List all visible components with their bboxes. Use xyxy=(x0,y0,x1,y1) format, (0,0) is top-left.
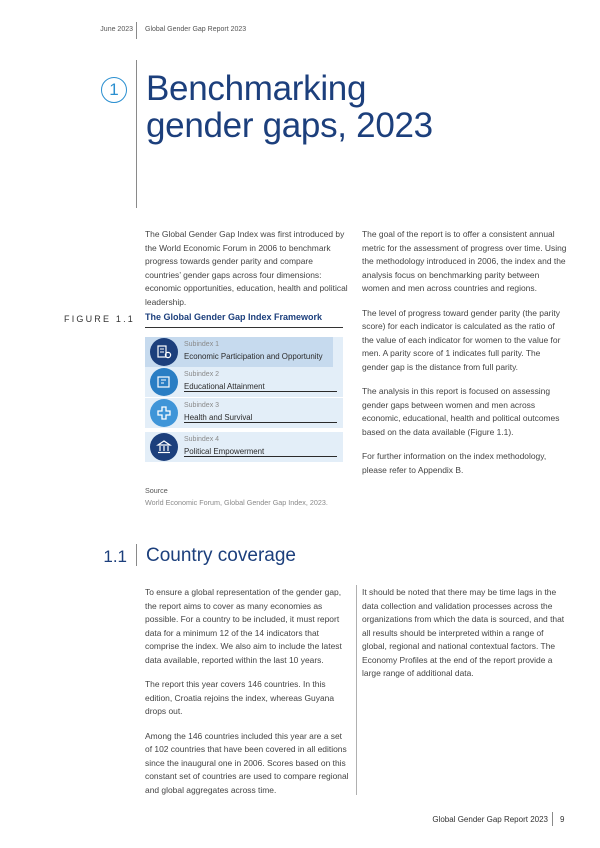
figure-title: The Global Gender Gap Index Framework xyxy=(145,312,323,322)
section-paragraph: The report this year covers 146 countries. In this edition, Croatia rejoins the index, whereas Guyana drops out. xyxy=(145,679,335,716)
intro-paragraph: The analysis in this report is focused on assessing gender gaps between women and men across economic, educational, health and political outcomes based on the data available (Figure 1.1). xyxy=(362,386,560,437)
figure-rule xyxy=(145,327,343,328)
section-divider xyxy=(136,544,137,566)
intro-paragraph: The goal of the report is to offer a consistent annual metric for the assessment of progress over time. Using the methodology introduced in 2006, the index and the analysis focus on benchmarking parity between women and men across countries and regions. xyxy=(362,229,567,293)
subindex-rule xyxy=(184,422,337,423)
chapter-number-badge xyxy=(101,77,127,103)
section-left-column xyxy=(145,586,351,808)
column-divider xyxy=(356,585,357,795)
chapter-title-line-2: gender gaps, 2023 xyxy=(146,106,433,145)
subindex-row-4 xyxy=(145,432,343,462)
header-report-title: Global Gender Gap Report 2023 xyxy=(145,26,247,33)
subindex-number: Subindex 2 xyxy=(184,371,220,378)
education-icon xyxy=(150,368,178,396)
footer-report-title: Global Gender Gap Report 2023 xyxy=(432,815,548,824)
subindex-number: Subindex 1 xyxy=(184,341,220,348)
section-title: Country coverage xyxy=(146,545,296,566)
section-right-column xyxy=(362,586,568,692)
chapter-divider xyxy=(136,60,137,208)
health-icon xyxy=(150,399,178,427)
politics-icon xyxy=(150,433,178,461)
intro-paragraph: For further information on the index methodology, please refer to Appendix B. xyxy=(362,451,547,475)
intro-paragraph: The Global Gender Gap Index was first introduced by the World Economic Forum in 2006 to benchmark progress towards gender parity and compare countries’ gender gaps across four dimensions: economic opportunities, education, health and political leadership. xyxy=(145,229,348,307)
section-paragraph: To ensure a global representation of the gender gap, the report aims to cover as many economies as possible. For a country to be included, it must report data for a minimum 12 of the 14 indicators that comprise the index. We also aim to include the latest data available, reported within the last 10 years. xyxy=(145,587,342,665)
subindex-number: Subindex 3 xyxy=(184,402,220,409)
page-number: 9 xyxy=(560,815,565,824)
chapter-number: 1 xyxy=(109,80,119,99)
subindex-number: Subindex 4 xyxy=(184,436,220,443)
header-date: June 2023 xyxy=(100,26,133,33)
subindex-name: Political Empowerment xyxy=(184,447,265,456)
economy-icon xyxy=(150,338,178,366)
section-paragraph: Among the 146 countries included this year are a set of 102 countries that have been covered in all editions since the inaugural one in 2006. Scores based on this constant set of countries are used to compare regional and global aggregates across time. xyxy=(145,730,349,795)
figure-label: FIGURE 1.1 xyxy=(64,314,136,324)
intro-paragraph: The level of progress toward gender parity (the parity score) for each indicator is calculated as the ratio of the value of each indicator for women to the value for men. A parity score of 1 indicates full parity. The gender gap is the distance from full parity. xyxy=(362,307,561,372)
subindex-row-2 xyxy=(145,367,343,397)
section-paragraph: It should be noted that there may be time lags in the data collection and validation processes across the organizations from which the data is sourced, and that all results should be interpreted within a range of global, regional and national contextual factors. The Economy Profiles at the end of the report provide a large range of additional data. xyxy=(362,587,565,678)
intro-left-column xyxy=(145,228,351,320)
chapter-title xyxy=(146,70,466,144)
subindex-name: Health and Survival xyxy=(184,413,253,422)
subindex-name: Economic Participation and Opportunity xyxy=(184,352,323,361)
intro-right-column xyxy=(362,228,568,488)
figure-source-label: Source xyxy=(145,486,168,495)
subindex-rule xyxy=(184,391,337,392)
subindex-row-1 xyxy=(145,337,343,367)
subindex-name: Educational Attainment xyxy=(184,382,265,391)
chapter-title-line-1: Benchmarking xyxy=(146,69,367,108)
header-divider xyxy=(136,22,137,39)
section-number: 1.1 xyxy=(103,547,127,566)
subindex-rule xyxy=(184,456,337,457)
subindex-row-3 xyxy=(145,398,343,428)
footer-divider xyxy=(552,812,553,826)
figure-source-text: World Economic Forum, Global Gender Gap Index, 2023. xyxy=(145,498,328,507)
